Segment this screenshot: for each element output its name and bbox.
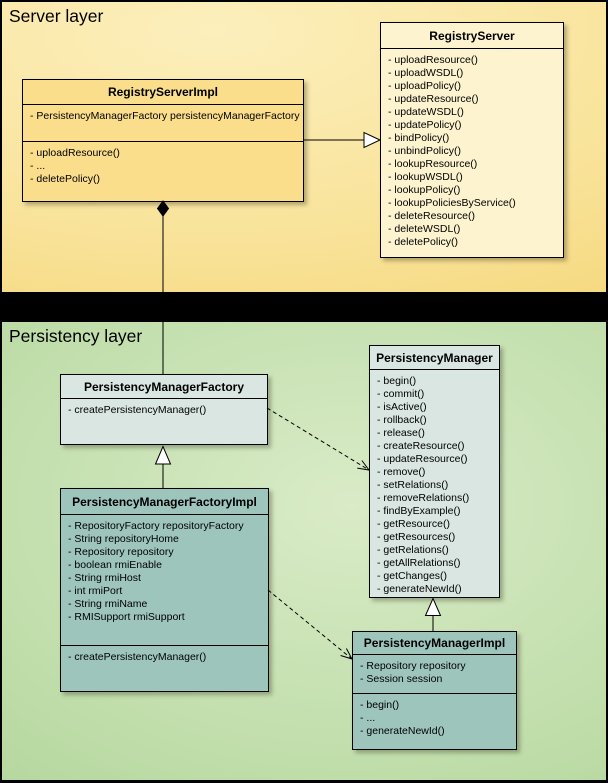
methods-compartment [370,370,499,597]
method-row: - lookupResource() [388,158,478,170]
persistency-layer-label: Persistency layer [9,326,143,346]
method-row: - uploadResource() [388,54,478,66]
attribute-row: - Session session [360,673,443,685]
methods-compartment [381,49,563,257]
method-row: - generateNewId() [360,725,445,737]
method-row: - unbindPolicy() [388,145,461,157]
class-persistency-manager-factory [60,374,268,445]
method-row: - deleteWSDL() [388,223,461,235]
class-registry-server-impl [22,79,304,202]
class-registry-server [380,22,564,258]
methods-compartment [23,141,303,201]
attribute-row: - int rmiPort [68,585,123,597]
attribute-row: - String rmiHost [68,572,141,584]
method-row: - createPersistencyManager() [68,651,207,663]
method-row: - begin() [377,375,417,387]
attributes-compartment [61,515,268,645]
class-title: RegistryServerImpl [23,80,303,105]
class-title: PersistencyManagerImpl [353,632,516,655]
method-row: - isActive() [377,401,427,413]
class-title: PersistencyManagerFactoryImpl [61,489,268,515]
attributes-compartment [353,655,516,693]
methods-compartment [353,693,516,749]
method-row: - deletePolicy() [30,173,101,185]
method-row: - updateResource() [377,453,468,465]
method-row: - getResources() [377,531,456,543]
method-row: - bindPolicy() [388,132,450,144]
class-title: RegistryServer [381,23,563,49]
method-row: - updateWSDL() [388,106,464,118]
class-persistency-manager-factory-impl [60,488,269,692]
method-row: - ... [360,712,376,724]
method-row: - begin() [360,699,400,711]
class-title: PersistencyManagerFactory [61,375,267,399]
method-row: - findByExample() [377,505,461,517]
methods-compartment [61,399,267,444]
attributes-compartment [23,105,303,141]
method-row: - uploadWSDL() [388,67,464,79]
method-row: - deletePolicy() [388,236,459,248]
attribute-row: - Repository repository [68,546,174,558]
method-row: - uploadPolicy() [388,80,461,92]
method-row: - deleteResource() [388,210,475,222]
method-row: - updateResource() [388,93,479,105]
method-row: - lookupPoliciesByService() [388,197,516,209]
server-layer-label: Server layer [9,6,104,26]
method-row: - getChanges() [377,570,448,582]
method-row: - rollback() [377,414,427,426]
method-row: - lookupWSDL() [388,171,463,183]
attribute-row: - PersistencyManagerFactory persistencyManagerFactory [30,110,300,122]
methods-compartment [61,645,268,691]
method-row: - getResource() [377,518,450,530]
attribute-row: - String rmiName [68,598,148,610]
method-row: - lookupPolicy() [388,184,461,196]
class-persistency-manager [369,345,500,598]
method-row: - getRelations() [377,544,449,556]
method-row: - setRelations() [377,479,449,491]
method-row: - removeRelations() [377,492,470,504]
method-row: - ... [30,160,46,172]
method-row: - updatePolicy() [388,119,462,131]
attribute-row: - Repository repository [360,660,466,672]
attribute-row: - RepositoryFactory repositoryFactory [68,520,244,532]
attribute-row: - RMISupport rmiSupport [68,611,185,623]
method-row: - remove() [377,466,426,478]
method-row: - createResource() [377,440,465,452]
attribute-row: - String repositoryHome [68,533,179,545]
class-persistency-manager-impl [352,631,517,750]
class-title: PersistencyManager [370,346,499,370]
method-row: - release() [377,427,425,439]
method-row: - uploadResource() [30,147,120,159]
method-row: - generateNewId() [377,583,462,595]
method-row: - commit() [377,388,425,400]
method-row: - getAllRelations() [377,557,461,569]
attribute-row: - boolean rmiEnable [68,559,162,571]
method-row: - createPersistencyManager() [68,404,207,416]
